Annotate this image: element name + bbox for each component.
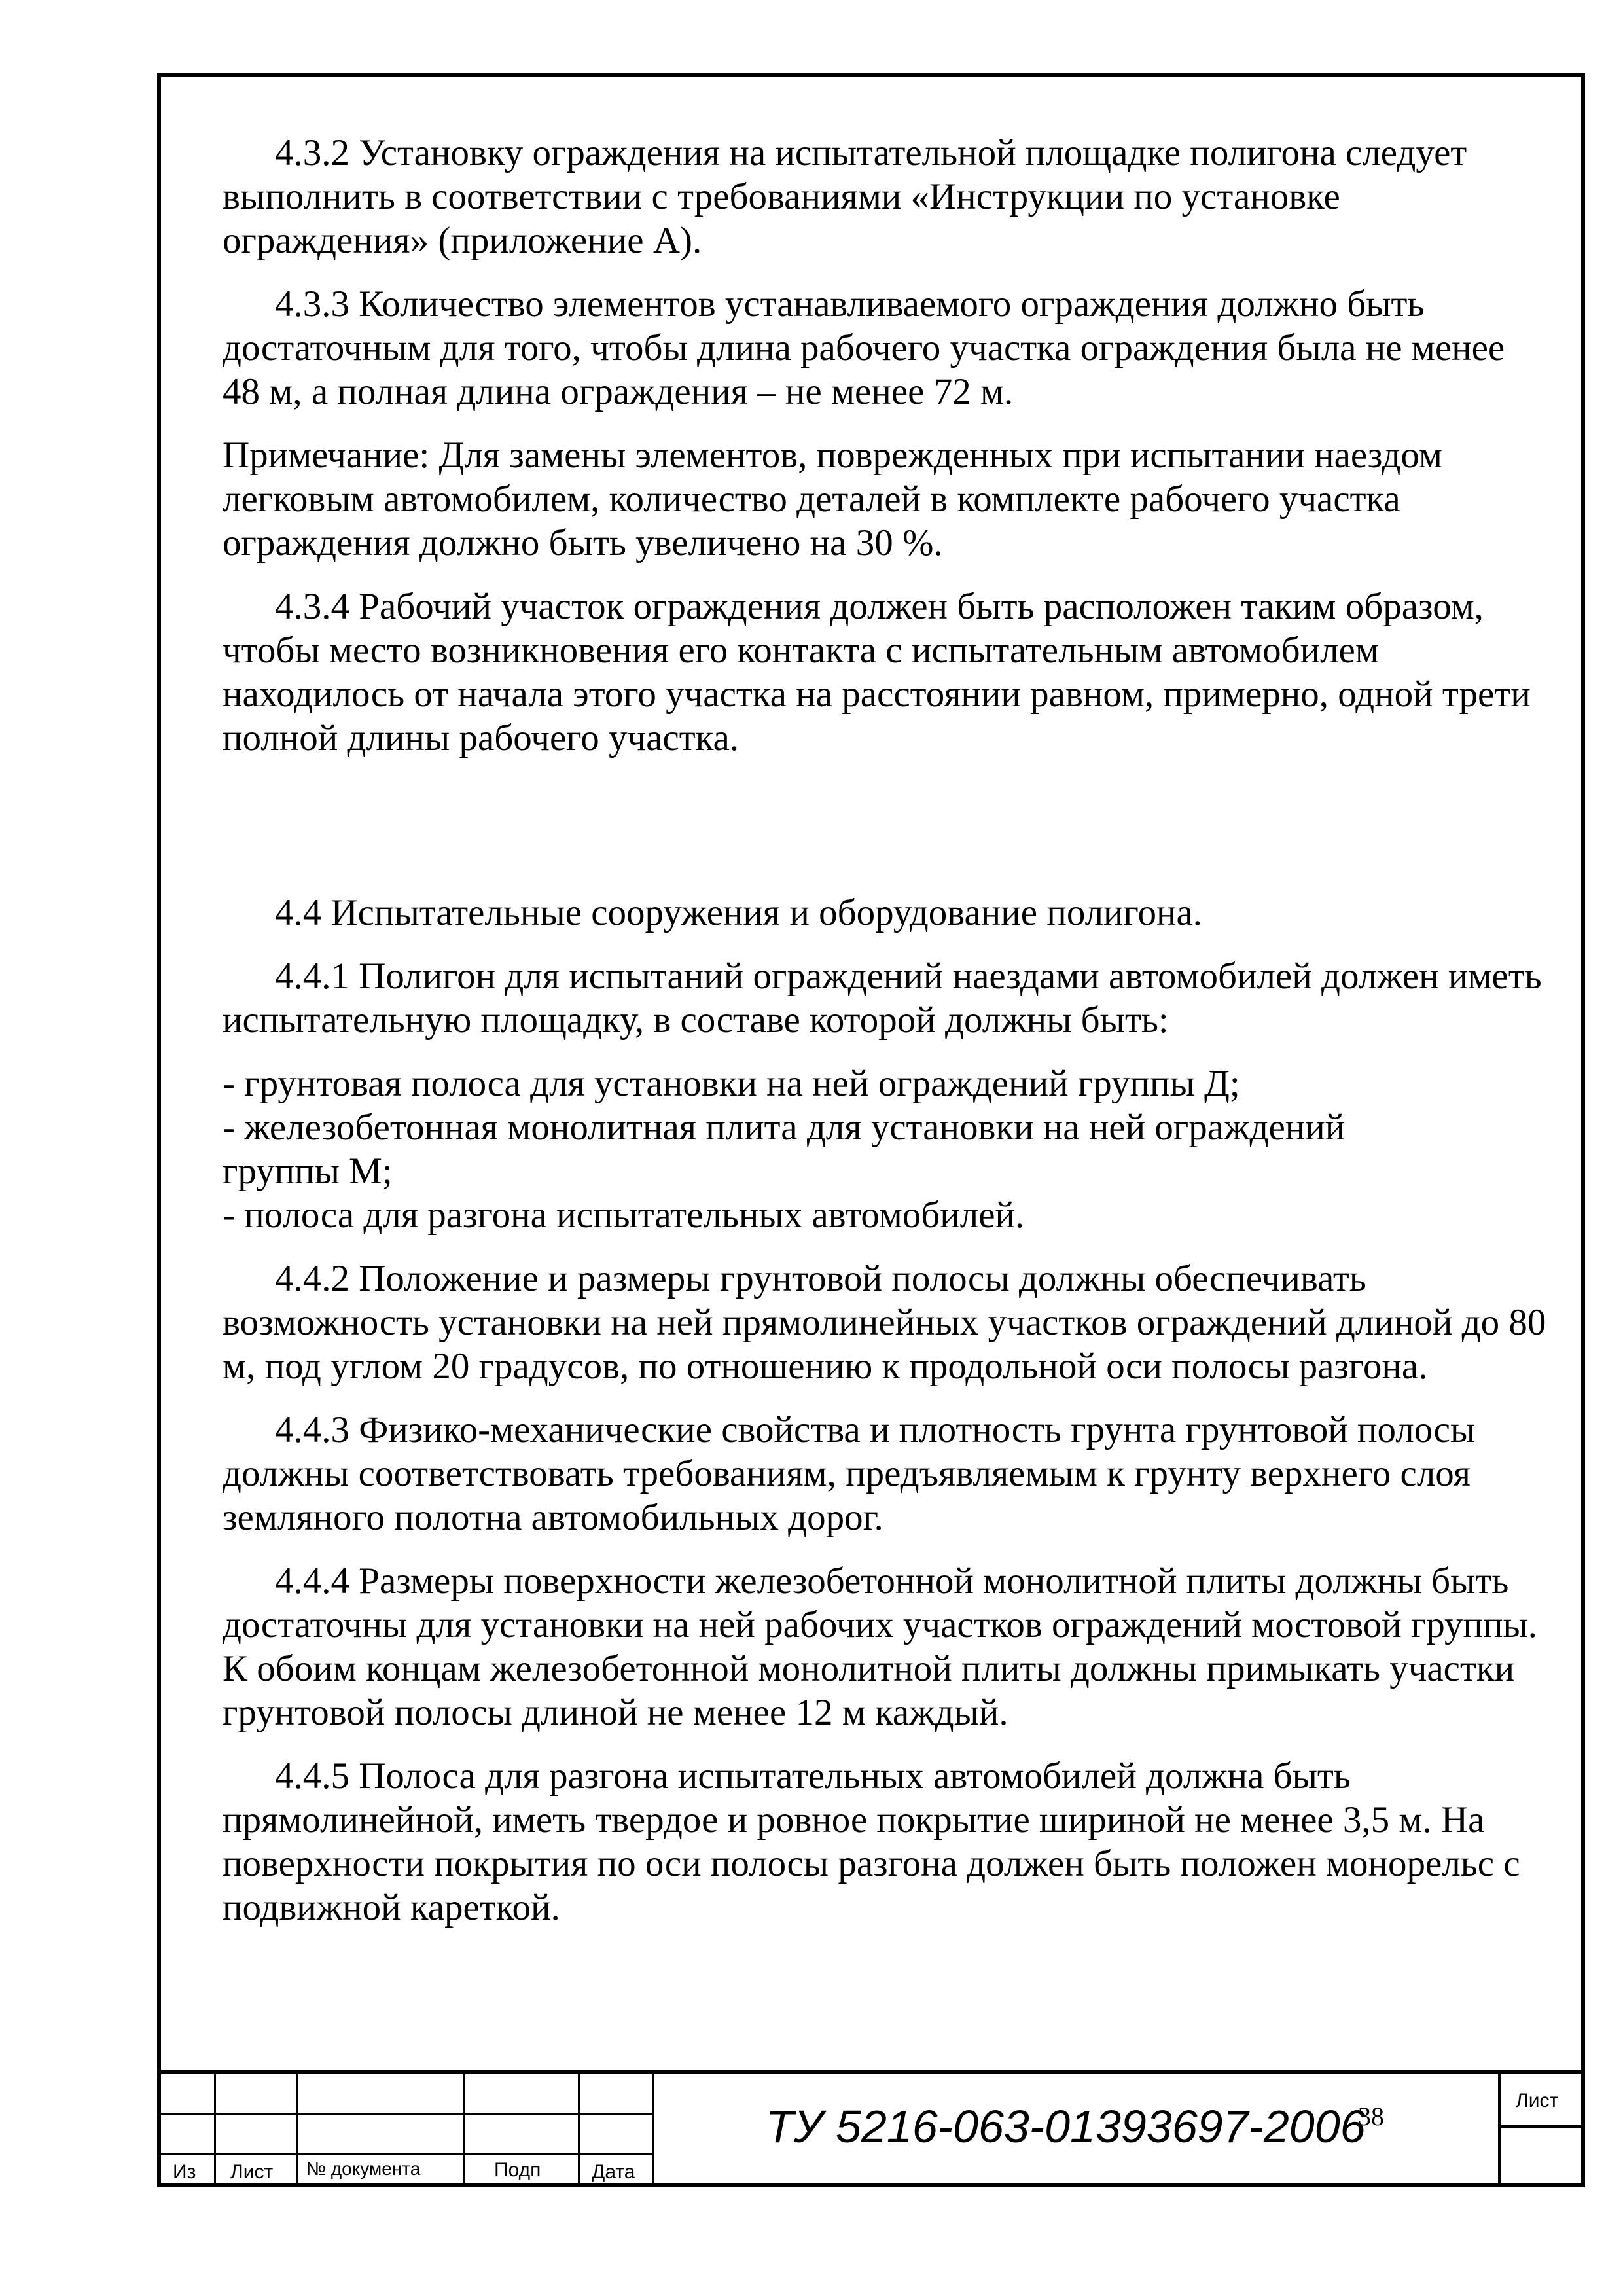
section-gap — [223, 780, 1551, 891]
paragraph-4-4-2: 4.4.2 Положение и размеры грунтовой полосы должны обеспечивать возможность установки на ней прямолинейных участков ограждений длиной до 80 м, под углом 20 градусов, по отношению к продольной оси полосы разгона. — [223, 1258, 1546, 1387]
stamp-row-line — [157, 2153, 654, 2155]
stamp-label-iz: Из — [173, 2161, 196, 2183]
stamp-label-date: Дата — [592, 2161, 635, 2183]
paragraph-4-4-5: 4.4.5 Полоса для разгона испытательных автомобилей должна быть прямолинейной, иметь твердое и ровное покрытие шириной не менее 3,5 м. На поверхности покрытия по оси полосы разгона должен быть положен монорельс с подвижной кареткой. — [223, 1755, 1520, 1928]
stamp-label-doc-number: № документа — [306, 2159, 421, 2179]
stamp-col-line — [214, 2074, 216, 2187]
equipment-list — [223, 1062, 1551, 1237]
list-item: - грунтовая полоса для установки на ней ограждений группы Д; — [223, 1063, 1240, 1104]
document-body — [223, 131, 1551, 1949]
sheet-label: Лист — [1516, 2090, 1559, 2111]
paragraph-4-4-4: 4.4.4 Размеры поверхности железобетонной монолитной плиты должны быть достаточны для установки на ней рабочих участков ограждений мостовой группы. К обоим концам железобетонной монолитной плиты должны примыкать участки грунтовой полосы длиной не менее 12 м каждый. — [223, 1560, 1538, 1733]
stamp-col-line — [296, 2074, 298, 2187]
paragraph-4-3-3: 4.3.3 Количество элементов устанавливаемого ограждения должно быть достаточным для того, чтобы длина рабочего участка ограждения была не менее 48 м, а полная длина ограждения – не менее 72 м. — [223, 283, 1505, 412]
list-item: группы М; — [223, 1151, 393, 1192]
sheet-number: 38 — [1358, 2102, 1384, 2131]
stamp-col-line — [578, 2074, 580, 2187]
paragraph-4-4-1: 4.4.1 Полигон для испытаний ограждений наездами автомобилей должен иметь испытательную площадку, в составе которой должны быть: — [223, 956, 1542, 1041]
document-code: ТУ 5216-063-01393697-2006 — [766, 2101, 1366, 2152]
section-heading-4-4: 4.4 Испытательные сооружения и оборудование полигона. — [275, 892, 1203, 933]
list-item: - железобетонная монолитная плита для установки на ней ограждений — [223, 1107, 1346, 1148]
stamp-row-line — [157, 2113, 654, 2115]
stamp-col-line — [652, 2074, 654, 2187]
paragraph-4-3-4: 4.3.4 Рабочий участок ограждения должен быть расположен таким образом, чтобы место возникновения его контакта с испытательным автомобилем находилось от начала этого участка на расстоянии равном, примерно, одной трети полной длины рабочего участка. — [223, 586, 1531, 759]
list-item: - полоса для разгона испытательных автомобилей. — [223, 1194, 1025, 1236]
paragraph-4-3-2: 4.3.2 Установку ограждения на испытательной площадке полигона следует выполнить в соответствии с требованиями «Инструкции по установке ограждения» (приложение А). — [223, 132, 1467, 261]
stamp-col-line — [463, 2074, 465, 2187]
stamp-label-signature: Подп — [494, 2159, 541, 2181]
note-paragraph: Примечание: Для замены элементов, поврежденных при испытании наездом легковым автомобилем, количество деталей в комплекте рабочего участка ограждения должно быть увеличено на 30 %. — [223, 435, 1442, 564]
stamp-label-list: Лист — [230, 2161, 274, 2183]
paragraph-4-4-3: 4.4.3 Физико-механические свойства и плотность грунта грунтовой полосы должны соответствовать требованиям, предъявляемым к грунту верхнего слоя земляного полотна автомобильных дорог. — [223, 1409, 1476, 1538]
